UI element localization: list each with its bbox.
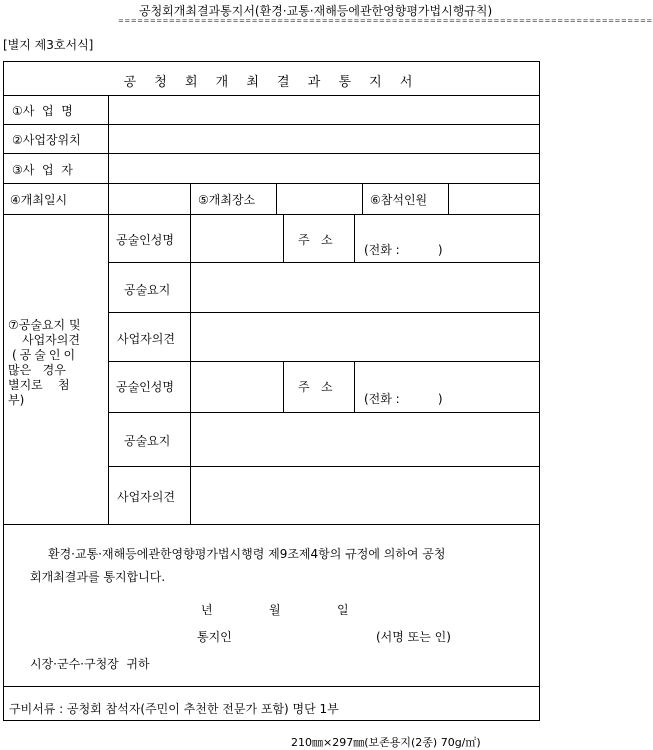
speaker-name-input[interactable] <box>191 362 282 411</box>
operator-opinion-input[interactable] <box>191 313 539 360</box>
date-input[interactable] <box>109 184 189 213</box>
divider <box>3 524 540 525</box>
address-input[interactable] <box>355 215 539 261</box>
business-name-input[interactable] <box>109 96 539 124</box>
divider <box>283 361 284 412</box>
year-label: 년 <box>201 603 213 617</box>
divider <box>362 183 363 214</box>
speaker-name-input[interactable] <box>191 215 282 261</box>
divider <box>190 183 191 214</box>
business-operator-input[interactable] <box>109 154 539 182</box>
header-divider: ==================================================================================== <box>118 17 653 25</box>
notifier-label: 통지인 <box>197 630 232 644</box>
notice-body-line: 회개최결과를 통지합니다. <box>30 570 166 584</box>
attendees-input[interactable] <box>449 184 539 213</box>
section-label-line: 부) <box>8 393 25 407</box>
section-label-line: 많은 경우 <box>8 363 66 377</box>
business-location-label: ②사업장위치 <box>12 133 81 147</box>
notice-body-line: 환경·교통·재해등에관한영향평가법시행령 제9조제4항의 규정에 의하여 공청 <box>48 547 446 561</box>
phone-label: (전화 : ) <box>364 243 443 257</box>
statement-summary-label: 공술요지 <box>124 434 171 448</box>
recipient-label: 시장·군수·구청장 귀하 <box>30 657 150 671</box>
operator-opinion-label: 사업자의견 <box>117 332 175 346</box>
form-title: 공 청 회 개 최 결 과 통 지 서 <box>123 75 420 90</box>
speaker-name-label: 공술인성명 <box>116 380 174 394</box>
address-input[interactable] <box>355 362 539 411</box>
attachments-label: 구비서류 : 공청회 참석자(주민이 추천한 전문가 포함) 명단 1부 <box>9 702 339 716</box>
operator-opinion-label: 사업자의견 <box>117 490 175 504</box>
day-label: 일 <box>337 603 349 617</box>
place-input[interactable] <box>277 184 361 213</box>
business-operator-label: ③사 업 자 <box>12 163 73 177</box>
date-label: ④개최일시 <box>10 193 68 207</box>
address-label: 주 소 <box>298 233 333 247</box>
operator-opinion-input[interactable] <box>191 467 539 523</box>
running-title: 공청회개최결과통지서(환경·교통·재해등에관한영향평가법시행규칙) <box>139 4 493 18</box>
statement-summary-input[interactable] <box>191 263 539 311</box>
phone-label: (전화 : ) <box>364 392 443 406</box>
month-label: 월 <box>269 603 281 617</box>
signature-label: (서명 또는 인) <box>376 630 451 644</box>
place-label: ⑤개최장소 <box>198 193 256 207</box>
speaker-name-label: 공술인성명 <box>116 233 174 247</box>
business-location-input[interactable] <box>109 125 539 153</box>
section-label-line: (공술인이 <box>12 348 79 362</box>
business-name-label: ①사 업 명 <box>12 104 73 118</box>
statements-section-label <box>8 318 102 408</box>
paper-spec: 210㎜×297㎜(보존용지(2종) 70g/㎡) <box>291 736 481 749</box>
section-label-line: 사업자의견 <box>22 333 80 347</box>
form-number: [별지 제3호서식] <box>3 38 94 52</box>
attendees-label: ⑥참석인원 <box>370 193 428 207</box>
section-label-line: ⑦공술요지 및 <box>8 318 81 332</box>
divider <box>283 214 284 262</box>
statement-summary-label: 공술요지 <box>124 283 171 297</box>
section-label-line: 별지로 첨 <box>8 378 70 392</box>
divider <box>3 686 540 687</box>
statement-summary-input[interactable] <box>191 413 539 465</box>
address-label: 주 소 <box>298 380 333 394</box>
notifier-input[interactable] <box>240 622 370 644</box>
